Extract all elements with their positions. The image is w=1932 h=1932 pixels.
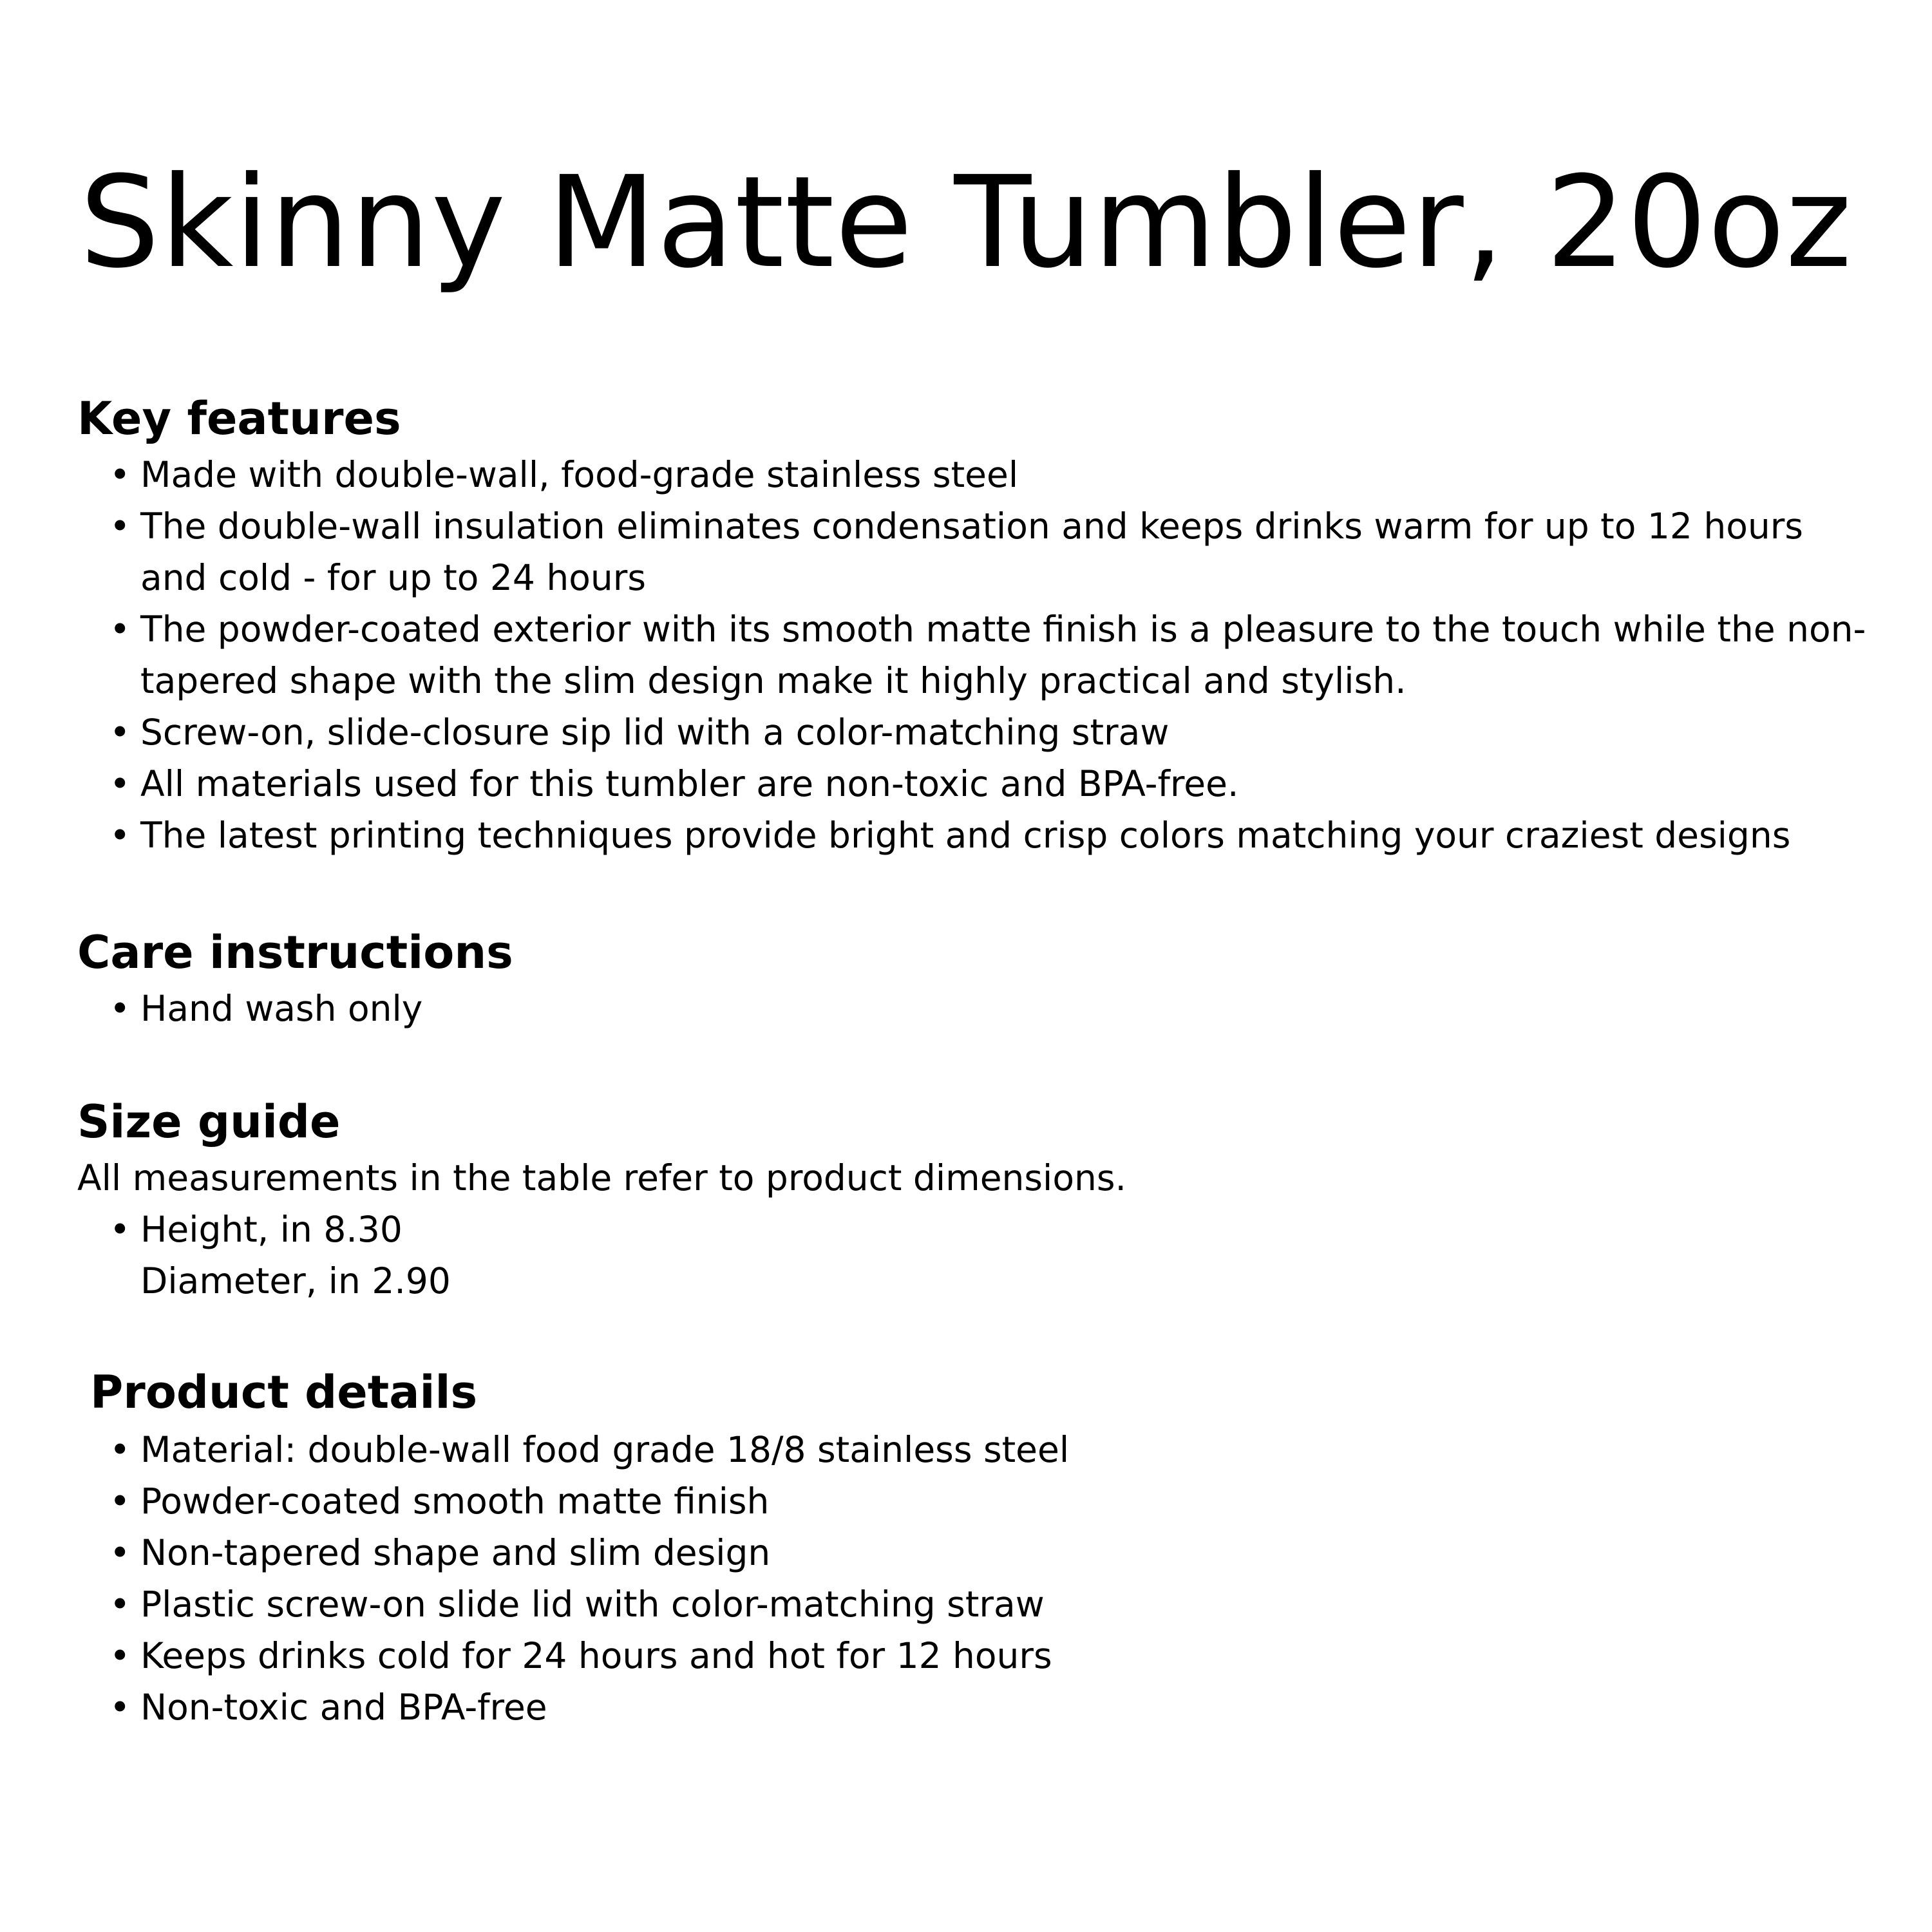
list-item: • The powder-coated exterior with its smooth matte finish is a pleasure to the touch while the non-tapered shape with the slim design make it highly practical and stylish. [77,603,1932,706]
bullet-icon: • [109,609,131,650]
bullet-icon: • [109,712,131,753]
list-item: • Plastic screw-on slide lid with color-matching straw [77,1578,1893,1630]
bullet-icon: • [109,1209,131,1250]
product-details-section [90,1366,1906,1423]
product-details-heading: Product details [90,1366,478,1419]
bullet-icon: • [109,454,131,495]
size-guide-intro: All measurements in the table refer to product dimensions. [77,1157,1126,1198]
bullet-icon: • [109,815,131,856]
list-item: • Powder-coated smooth matte finish [77,1475,1893,1527]
product-details-list-section [77,1424,1893,1733]
care-instructions-list [77,983,1893,1034]
bullet-icon: • [109,506,131,547]
list-item: • Screw-on, slide-closure sip lid with a color-matching straw [77,706,1893,758]
list-item [77,1204,1893,1307]
bullet-icon: • [109,1584,131,1625]
list-item: • Keeps drinks cold for 24 hours and hot for 12 hours [77,1630,1893,1681]
key-features-heading: Key features [77,392,401,445]
bullet-icon: • [109,1532,131,1573]
product-details-list [77,1424,1893,1733]
list-item: • Made with double-wall, food-grade stainless steel [77,449,1893,500]
list-item: • The double-wall insulation eliminates condensation and keeps drinks warm for up to 12 hours and cold - for up to 24 hours [77,500,1879,603]
bullet-icon: • [109,1687,131,1728]
bullet-icon: • [109,763,131,804]
bullet-icon: • [109,1429,131,1470]
list-item: • Hand wash only [77,983,1893,1034]
list-item: • Material: double-wall food grade 18/8 stainless steel [77,1424,1893,1475]
size-guide-heading: Size guide [77,1095,341,1148]
list-item: • The latest printing techniques provide bright and crisp colors matching your craziest designs [77,810,1893,861]
size-guide-section [77,1095,1893,1307]
list-item: • Non-toxic and BPA-free [77,1681,1893,1733]
care-instructions-heading: Care instructions [77,926,513,979]
bullet-icon: • [109,1481,131,1522]
list-item: • Non-tapered shape and slim design [77,1527,1893,1578]
list-item: • All materials used for this tumbler are non-toxic and BPA-free. [77,758,1893,810]
diameter-measurement: Diameter, in 2.90 [140,1260,451,1302]
height-measurement: Height, in 8.30 [140,1209,402,1250]
bullet-icon: • [109,1635,131,1676]
key-features-list [77,449,1893,861]
page-title: Skinny Matte Tumbler, 20oz [79,149,1853,296]
bullet-icon: • [109,988,131,1029]
size-guide-list [77,1204,1893,1307]
care-instructions-section [77,926,1893,1034]
key-features-section [77,392,1893,861]
